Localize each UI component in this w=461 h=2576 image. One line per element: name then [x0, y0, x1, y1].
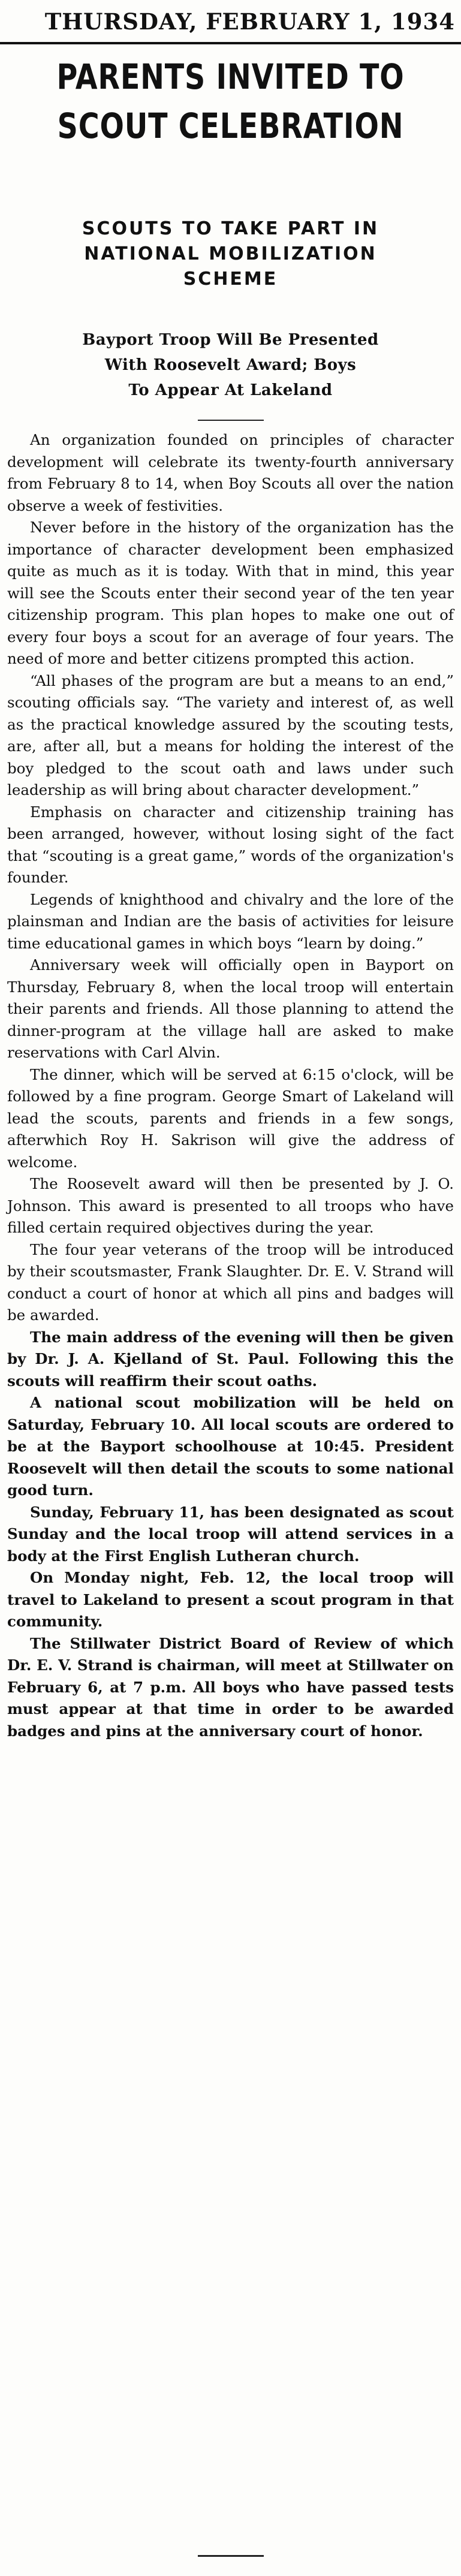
headline-line-1: PARENTS INVITED TO — [56, 56, 405, 97]
deck-line-2: NATIONAL MOBILIZATION — [84, 243, 377, 264]
paragraph: Anniversary week will officially open in Bayport on Thursday, February 8, when the local troop will entertain their parents and friends. All those planning to attend the dinner-program at the village hall are asked to make reservations with Carl Alvin. — [7, 956, 454, 1061]
paragraph: The Stillwater District Board of Review of which Dr. E. V. Strand is chairman, will meet at Stillwater on February 6, at 7 p.m. All boys who have passed tests must appear at that time in order to be awarded badges and pins at the anniversary court of honor. — [7, 1634, 454, 1740]
subdeck-line-3: To Appear At Lakeland — [128, 381, 333, 399]
end-rule — [198, 2555, 264, 2557]
subdeck-line-2: With Roosevelt Award; Boys — [104, 356, 357, 374]
paragraph: A national scout mobilization will be held on Saturday, February 10. All local scouts are ordered to be at the Bayport schoolhouse at 10:45. President Roosevelt will then detail the scouts to some national good turn. — [7, 1394, 454, 1499]
deck-line-1: SCOUTS TO TAKE PART IN — [82, 218, 379, 239]
paragraph: Sunday, February 11, has been designated as scout Sunday and the local troop will attend services in a body at the First English Lutheran church. — [7, 1503, 454, 1565]
paragraph: The four year veterans of the troop will be introduced by their scoutsmaster, Frank Slaughter. Dr. E. V. Strand will conduct a court of honor at which all pins and badges will be awarded. — [7, 1240, 454, 1324]
subdeck-line-1: Bayport Troop Will Be Presented — [82, 331, 379, 349]
paragraph: Never before in the history of the organization has the importance of character development been emphasized quite as much as it is today. With that in mind, this year will see the Scouts enter their second year of the ten year citizenship program. This plan hopes to make one out of every four boys a scout for an average of four years. The need of more and better citizens prompted this action. — [7, 519, 454, 667]
headline-line-2: SCOUT CELEBRATION — [57, 106, 404, 146]
paragraph: An organization founded on principles of character development will celebrate its twenty-fourth anniversary from February 8 to 14, when Boy Scouts all over the nation observe a week of festivities. — [7, 431, 454, 514]
paragraph: On Monday night, Feb. 12, the local troop will travel to Lakeland to present a scout program in that community. — [7, 1569, 454, 1630]
paragraph: Legends of knighthood and chivalry and the lore of the plainsman and Indian are the basis of activities for leisure time educational games in which boys “learn by doing.” — [7, 890, 454, 952]
top-rule — [0, 42, 461, 44]
section-divider — [198, 420, 264, 421]
paragraph: The dinner, which will be served at 6:15 o'clock, will be followed by a fine program. George Smart of Lakeland will lead the scouts, parents and friends in a few songs, afterwhich Roy H. Sakrison will give the address of welcome. — [7, 1065, 454, 1171]
paragraph: Emphasis on character and citizenship training has been arranged, however, without losing sight of the fact that “scouting is a great game,” words of the organization's founder. — [7, 803, 454, 886]
dateline: THURSDAY, FEBRUARY 1, 1934 — [44, 8, 455, 35]
paragraph: “All phases of the program are but a means to an end,” scouting officials say. “The variety and interest of, as well as the practical knowledge assured by the scouting tests, are, after all, but a means for holding the interest of the boy pledged to the scout oath and laws under such leadership as will bring about character development.” — [7, 671, 454, 799]
article-body — [7, 429, 454, 1742]
paragraph: The Roosevelt award will then be presented by J. O. Johnson. This award is presented to all troops who have filled certain required objectives during the year. — [7, 1175, 454, 1236]
deck-line-3: SCHEME — [183, 269, 278, 290]
paragraph: The main address of the evening will then be given by Dr. J. A. Kjelland of St. Paul. Following this the scouts will reaffirm their scout oaths. — [7, 1328, 454, 1390]
